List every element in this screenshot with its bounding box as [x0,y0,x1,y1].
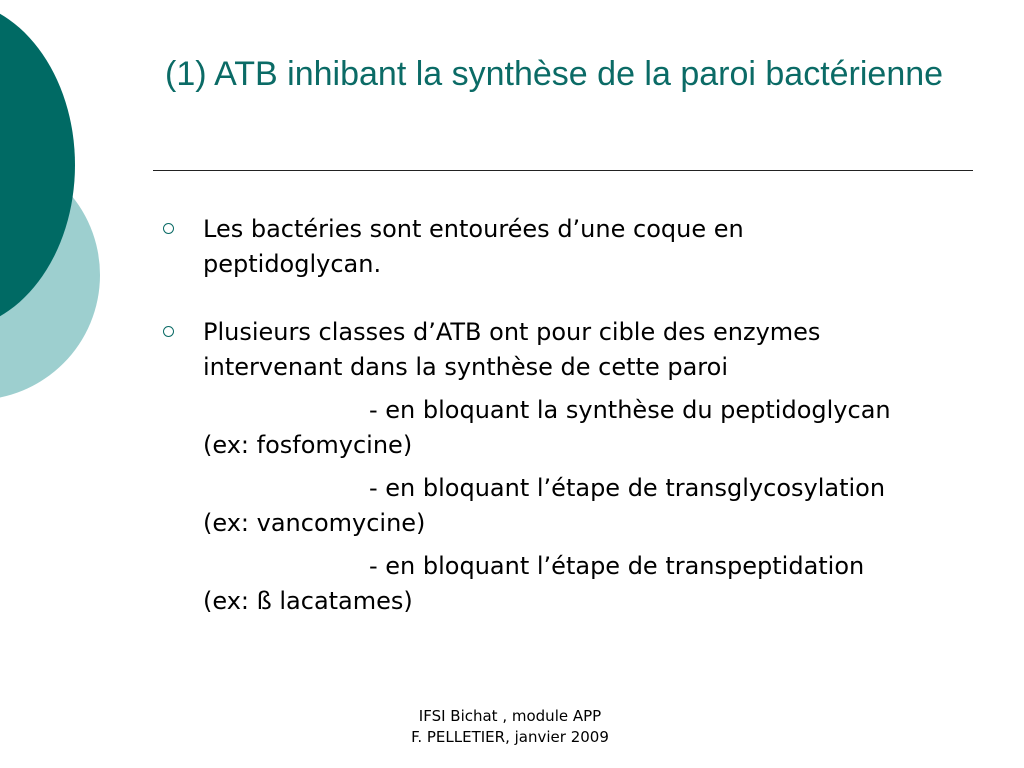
slide-footer [370,706,650,748]
bullet-item [163,315,903,619]
sub-item: - en bloquant l’étape de transglycosylation (ex: vancomycine) [203,474,886,537]
bullet-text: Les bactéries sont entourées d’une coque en peptidoglycan. [203,215,744,278]
bullet-item [163,212,903,282]
title-divider [153,170,973,171]
bullet-list [163,212,903,619]
hollow-circle-bullet-icon [163,326,174,337]
sub-item: - en bloquant la synthèse du peptidoglycan (ex: fosfomycine) [203,396,891,459]
footer-line: IFSI Bichat , module APP [418,707,602,725]
bullet-text: Plusieurs classes d’ATB ont pour cible des enzymes intervenant dans la synthèse de cette paroi [203,318,821,381]
footer-line: F. PELLETIER, janvier 2009 [411,728,609,746]
slide-title: (1) ATB inhibant la synthèse de la paroi bactérienne [165,55,944,93]
sub-item: - en bloquant l’étape de transpeptidation (ex: ß lacatames) [203,552,865,615]
hollow-circle-bullet-icon [163,223,174,234]
